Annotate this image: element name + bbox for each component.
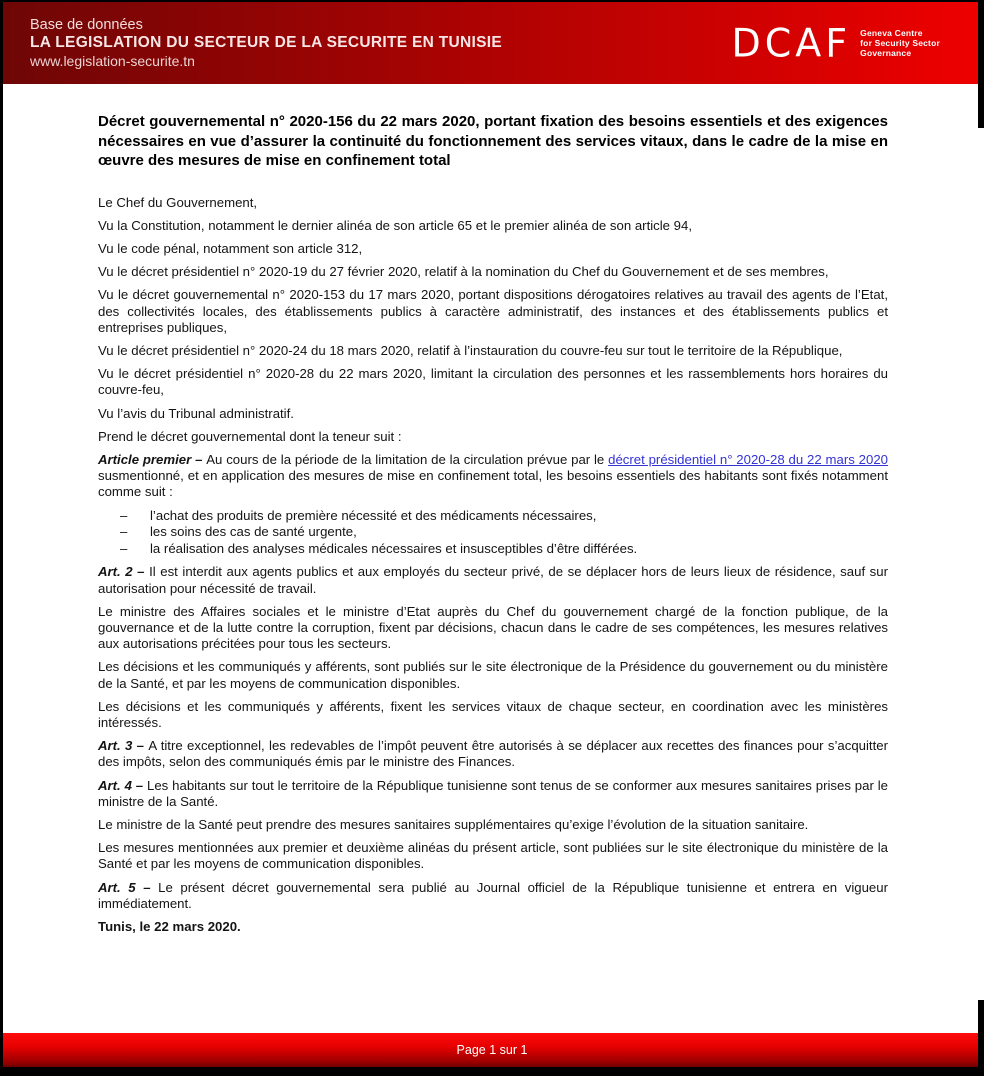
paragraph	[98, 817, 888, 833]
text-segment: Vu le décret gouvernemental n° 2020-153 du 17 mars 2020, portant dispositions dérogatoires relatives au travail des agents de l’Etat, des collectivités locales, des établissements publics à caractère administratif, des instances et des établissements publics et entreprises publiques,	[98, 287, 888, 335]
paragraph	[98, 659, 888, 691]
footer-bar	[0, 1033, 984, 1067]
decree-reference-link[interactable]: décret présidentiel n° 2020-28 du 22 mars 2020	[608, 451, 889, 467]
text-segment: Vu le décret présidentiel n° 2020-28 du 22 mars 2020, limitant la circulation des personnes et les rassemblements hors horaires du couvre-feu,	[98, 366, 888, 398]
scan-edge-right-top	[978, 0, 984, 128]
paragraph	[98, 919, 888, 935]
bullet-text: l’achat des produits de première nécessité et des médicaments nécessaires,	[150, 507, 597, 523]
paragraph	[98, 738, 888, 770]
bullet-text: la réalisation des analyses médicales nécessaires et insusceptibles d’être différées.	[150, 540, 638, 556]
text-segment: susmentionné, et en application des mesures de mise en confinement total, les besoins essentiels des habitants sont fixés notamment comme suit :	[98, 468, 888, 500]
text-segment: Il est interdit aux agents publics et aux employés du secteur privé, de se déplacer hors de leurs lieux de résidence, sauf sur autorisation pour nécessité de travail.	[98, 564, 888, 596]
text-segment: Vu le décret présidentiel n° 2020-24 du 18 mars 2020, relatif à l’instauration du couvre-feu sur tout le territoire de la République,	[98, 342, 843, 358]
text-segment: Prend le décret gouvernemental dont la teneur suit :	[98, 428, 402, 444]
header-text-block	[30, 17, 502, 69]
text-segment: Tunis, le 22 mars 2020.	[98, 918, 241, 934]
page-footer	[0, 1033, 984, 1076]
paragraph	[98, 287, 888, 336]
bullet-dash-icon: –	[120, 540, 128, 556]
site-url: www.legislation-securite.tn	[30, 53, 195, 69]
text-segment: Le Chef du Gouvernement,	[98, 194, 258, 210]
paragraph	[98, 195, 888, 211]
dcaf-tagline-line: Geneva Centre	[860, 28, 923, 38]
text-segment: Vu la Constitution, notamment le dernier alinéa de son article 65 et le premier alinéa de son article 94,	[98, 217, 693, 233]
text-segment: Les décisions et les communiqués y afférents, fixent les services vitaux de chaque secteur, en coordination avec les ministères intéressés.	[98, 698, 888, 730]
text-segment: Les décisions et les communiqués y afférents, sont publiés sur le site électronique de la Présidence du gouvernement ou du ministère de la Santé, et par les moyens de communication disponibles.	[98, 659, 888, 691]
text-segment: Le présent décret gouvernemental sera publié au Journal officiel de la République tunisienne et entrera en vigueur immédiatement.	[98, 879, 888, 911]
decree-title: Décret gouvernemental n° 2020-156 du 22 mars 2020, portant fixation des besoins essentiels et des exigences nécessaires en vue d’assurer la continuité du fonctionnement des services vitaux, dans le cadre de la mise en œuvre des mesures de mise en confinement total	[98, 113, 888, 169]
paragraph	[98, 264, 888, 280]
paragraph	[98, 880, 888, 912]
bullet-dash-icon: –	[120, 507, 128, 523]
document-content	[0, 84, 984, 942]
paragraph	[98, 366, 888, 398]
text-segment: Au cours de la période de la limitation de la circulation prévue par le	[206, 451, 609, 467]
paragraph	[98, 406, 888, 422]
bullet-item	[98, 524, 888, 541]
text-segment: A titre exceptionnel, les redevables de l’impôt peuvent être autorisés à se déplacer aux recettes des finances pour s’acquitter des impôts, selon des communiqués émis par le ministre des Finances.	[98, 738, 888, 770]
text-segment: Vu l’avis du Tribunal administratif.	[98, 405, 294, 421]
database-label: Base de données	[30, 17, 143, 33]
paragraph	[98, 699, 888, 731]
dcaf-tagline-line: Governance	[860, 48, 912, 58]
text-segment: Le ministre des Affaires sociales et le ministre d’Etat auprès du Chef du gouvernement chargé de la fonction publique, de la gouvernance et de la lutte contre la corruption, fixent par décisions, chacun dans le cadre de ses compétences, les mesures relatives aux autorisations précitées pour tous les secteurs.	[98, 603, 888, 652]
text-segment: Vu le code pénal, notamment son article 312,	[98, 240, 363, 256]
text-segment: Les habitants sur tout le territoire de la République tunisienne sont tenus de se conformer aux mesures sanitaires prises par le ministre de la Santé.	[98, 777, 888, 809]
bullet-item	[98, 541, 888, 558]
bullet-dash-icon: –	[120, 524, 128, 540]
article-label: Art. 2 –	[98, 564, 150, 580]
paragraph	[98, 604, 888, 653]
bullet-text: les soins des cas de santé urgente,	[150, 524, 357, 540]
page-number-label: Page 1 sur 1	[456, 1043, 528, 1057]
text-segment: Vu le décret présidentiel n° 2020-19 du 27 février 2020, relatif à la nomination du Chef du Gouvernement et de ses membres,	[98, 264, 829, 280]
bullet-list	[98, 508, 888, 558]
dcaf-wordmark-icon: DCAF	[731, 20, 852, 66]
paragraph	[98, 564, 888, 596]
paragraph	[98, 452, 888, 501]
article-label: Art. 3 –	[98, 738, 149, 754]
article-label: Article premier –	[98, 451, 207, 467]
text-segment: Les mesures mentionnées aux premier et deuxième alinéas du présent article, sont publiées sur le site électronique du ministère de la Santé et par les moyens de communication disponibles.	[98, 840, 888, 872]
article-label: Art. 4 –	[98, 777, 148, 793]
scan-edge-right-bottom	[978, 1000, 984, 1076]
article-label: Art. 5 –	[98, 879, 159, 895]
paragraph	[98, 778, 888, 810]
paragraph	[98, 429, 888, 445]
dcaf-tagline-line: for Security Sector	[860, 38, 940, 48]
site-header	[0, 2, 984, 84]
dcaf-tagline	[860, 28, 940, 58]
site-title: LA LEGISLATION DU SECTEUR DE LA SECURITE EN TUNISIE	[30, 34, 502, 51]
paragraph	[98, 343, 888, 359]
dcaf-logo	[731, 20, 940, 66]
decree-body	[98, 195, 888, 936]
paragraph	[98, 840, 888, 872]
footer-edge	[0, 1067, 984, 1076]
scan-edge-left	[0, 0, 3, 1076]
paragraph	[98, 218, 888, 234]
text-segment: Le ministre de la Santé peut prendre des mesures sanitaires supplémentaires qu’exige l’évolution de la situation sanitaire.	[98, 816, 809, 832]
bullet-item	[98, 508, 888, 525]
paragraph	[98, 241, 888, 257]
